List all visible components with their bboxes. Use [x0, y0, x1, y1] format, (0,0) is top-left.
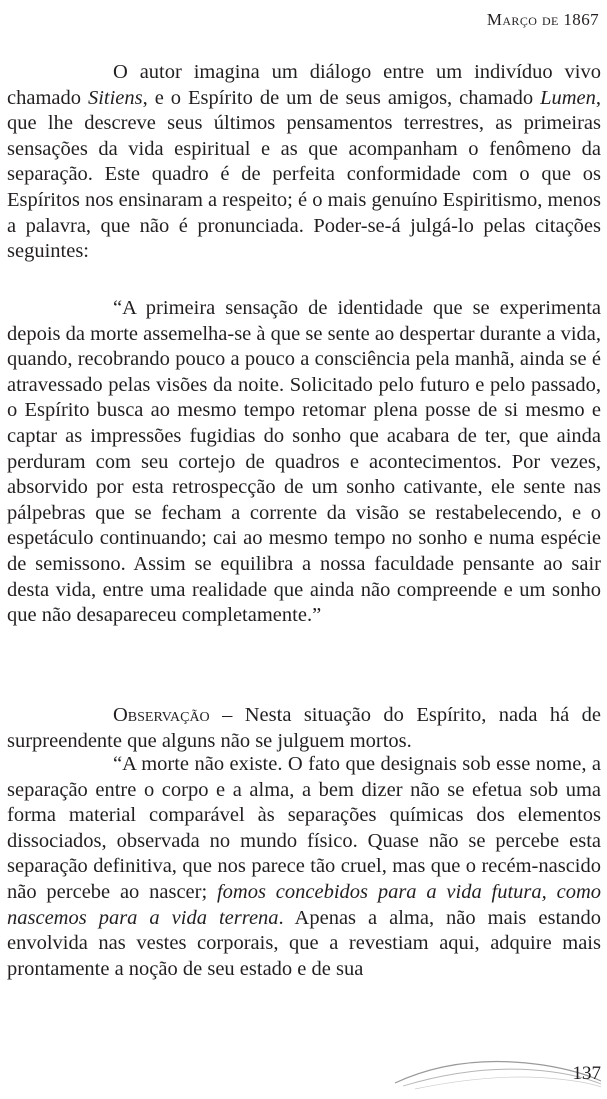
name-lumen: Lumen — [540, 86, 596, 109]
paragraph-intro-text-2: , e o Espírito de um de seus amigos, chamado — [142, 86, 541, 109]
name-sitiens: Sitiens — [87, 86, 143, 109]
page-number: 137 — [572, 1063, 601, 1084]
quote-first-sensation: “A primeira sensação de identidade que se experimenta depois da morte assemelha-se à que se sente ao despertar durante a vida, quando, recobrando pouco a pouco a consciência pela manhã, ainda se é atravessado pelas visões da noite. Solicitado pelo futuro e pelo passado, o Espírito busca ao mesmo tempo retomar plena posse de si mesmo e captar as impressões fugidias do sonho que acabara de ter, que ainda perduram com seu cortejo de quadros e acontecimentos. Por vezes, absorvido por esta retrospecção de um sonho cativante, ele sente nas pálpebras que se fecham a corrente da visão se restabelecendo, e o espetáculo continuando; cai ao mesmo tempo no sonho e numa espécie de semissono. Assim se equilibra a nossa faculdade pensante ao sair desta vida, entre uma realidade que ainda não compreende e um sonho que não desapareceu completamente.” — [7, 297, 601, 627]
paragraph-intro-text-1: O autor imagina um diálogo entre um indivíduo vivo chamado — [7, 61, 601, 109]
observation-label: Observação — [113, 704, 210, 726]
quote-death-italic: fomos concebidos para a vida futura, como nascemos para a vida terrena — [7, 880, 601, 929]
folio-swoosh-ornament — [393, 1053, 603, 1093]
paragraph-intro-text-3: , que lhe descreve seus últimos pensamentos terrestres, as primeiras sensações da vida espiritual e as que acompanham o fenômeno da separação. Este quadro é de perfeita conformidade com o que os Espíritos nos ensinaram a respeito; é o mais genuíno Espiritismo, menos a palavra, que não é pronunciada. Poder-se-á julgá-lo pelas citações seguintes: — [7, 86, 601, 263]
quote-death-text-1: “A morte não existe. O fato que designais sob esse nome, a separação entre o corpo e a alma, a bem dizer não se efetua sob uma forma material comparável às separações químicas dos elementos dissociados, observada no mundo físico. Quase não se percebe esta separação definitiva, que nos parece tão cruel, mas que o recém-nascido não percebe ao nascer; — [7, 753, 601, 903]
quote-death-text-2: . Apenas a alma, não mais estando envolvida nas vestes corporais, que a revestiam aqui, adquire mais prontamente a noção de seu estado e de sua — [7, 906, 601, 980]
observation-paragraph — [7, 703, 601, 754]
quote-death-does-not-exist — [7, 752, 601, 982]
running-header: Março de 1867 — [486, 10, 599, 29]
paragraph-intro — [7, 60, 601, 265]
observation-text: – Nesta situação do Espírito, nada há de surpreendente que alguns não se julguem mortos. — [7, 704, 601, 752]
